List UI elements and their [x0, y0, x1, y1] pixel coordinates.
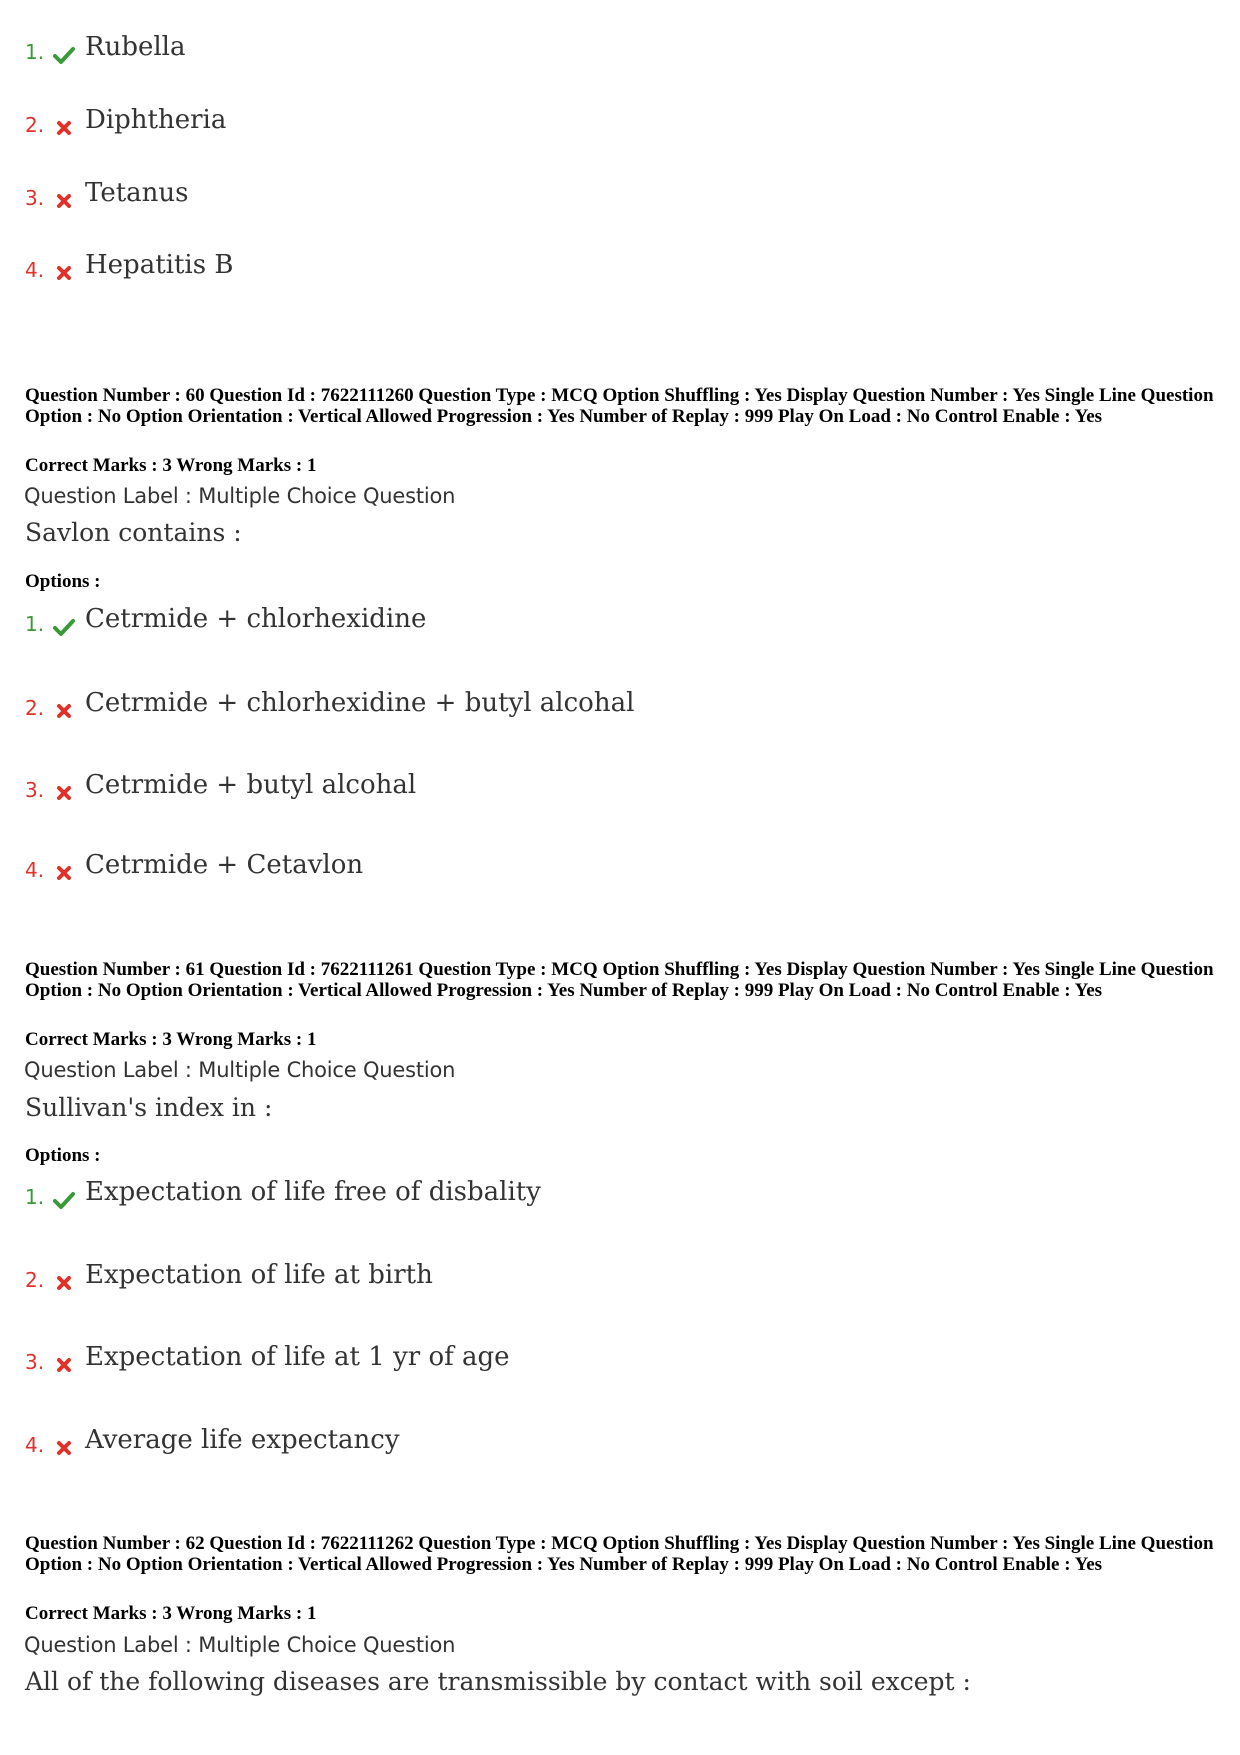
option-text: Hepatitis B	[85, 250, 234, 280]
cross-icon	[53, 700, 75, 722]
option-number: 3.	[25, 186, 45, 210]
question-text: Sullivan's index in :	[25, 1093, 273, 1122]
options-label: Options :	[25, 571, 101, 592]
option-number: 2.	[25, 113, 45, 137]
options-label: Options :	[25, 1145, 101, 1166]
question-meta: Question Number : 60 Question Id : 7622111260 Question Type : MCQ Option Shuffling : Yes Display Question Number : Yes Single Line Question Option : No Option Orientation : Vertical Allowed Progression : Yes Number of Replay : 999 Play On Load : No Control Enable : Yes	[25, 385, 1214, 427]
question-marks: Correct Marks : 3 Wrong Marks : 1	[25, 1603, 317, 1624]
cross-icon	[53, 862, 75, 884]
option-number: 4.	[25, 258, 45, 282]
cross-icon	[53, 190, 75, 212]
cross-icon	[53, 782, 75, 804]
option-text: Cetrmide + chlorhexidine + butyl alcohal	[85, 688, 635, 718]
option-text: Expectation of life free of disbality	[85, 1177, 541, 1207]
option-number: 2.	[25, 696, 45, 720]
question-meta: Question Number : 62 Question Id : 7622111262 Question Type : MCQ Option Shuffling : Yes Display Question Number : Yes Single Line Question Option : No Option Orientation : Vertical Allowed Progression : Yes Number of Replay : 999 Play On Load : No Control Enable : Yes	[25, 1533, 1214, 1575]
question-label: Question Label : Multiple Choice Question	[24, 484, 456, 508]
cross-icon	[53, 1272, 75, 1294]
option-number: 1.	[25, 1185, 45, 1209]
option-text: Average life expectancy	[85, 1425, 400, 1455]
question-label: Question Label : Multiple Choice Question	[24, 1633, 456, 1657]
option-number: 4.	[25, 858, 45, 882]
check-icon	[53, 1189, 75, 1211]
question-marks: Correct Marks : 3 Wrong Marks : 1	[25, 455, 317, 476]
option-number: 3.	[25, 1350, 45, 1374]
option-text: Expectation of life at birth	[85, 1260, 433, 1290]
cross-icon	[53, 262, 75, 284]
check-icon	[53, 44, 75, 66]
check-icon	[53, 616, 75, 638]
option-text: Rubella	[85, 32, 186, 62]
cross-icon	[53, 117, 75, 139]
option-number: 2.	[25, 1268, 45, 1292]
cross-icon	[53, 1354, 75, 1376]
question-meta: Question Number : 61 Question Id : 7622111261 Question Type : MCQ Option Shuffling : Yes Display Question Number : Yes Single Line Question Option : No Option Orientation : Vertical Allowed Progression : Yes Number of Replay : 999 Play On Load : No Control Enable : Yes	[25, 959, 1214, 1001]
question-text: Savlon contains :	[25, 518, 242, 547]
option-number: 4.	[25, 1433, 45, 1457]
option-text: Cetrmide + butyl alcohal	[85, 770, 417, 800]
option-number: 1.	[25, 40, 45, 64]
question-marks: Correct Marks : 3 Wrong Marks : 1	[25, 1029, 317, 1050]
option-number: 1.	[25, 612, 45, 636]
option-text: Cetrmide + Cetavlon	[85, 850, 364, 880]
option-text: Diphtheria	[85, 105, 227, 135]
option-text: Tetanus	[85, 178, 189, 208]
question-label: Question Label : Multiple Choice Question	[24, 1058, 456, 1082]
cross-icon	[53, 1437, 75, 1459]
question-text: All of the following diseases are transmissible by contact with soil except :	[25, 1667, 971, 1696]
option-text: Cetrmide + chlorhexidine	[85, 604, 427, 634]
option-number: 3.	[25, 778, 45, 802]
option-text: Expectation of life at 1 yr of age	[85, 1342, 510, 1372]
